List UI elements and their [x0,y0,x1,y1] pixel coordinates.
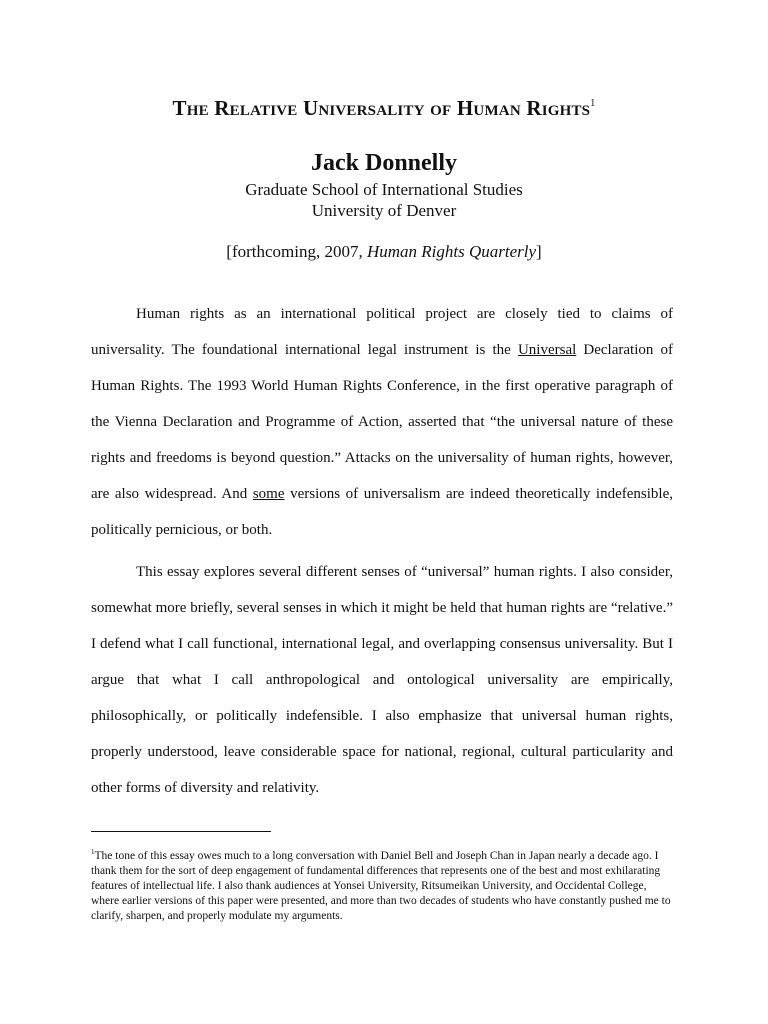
affiliation-line-1: Graduate School of International Studies [245,180,523,199]
title-word-of: OF [430,103,452,119]
footnote-text: The tone of this essay owes much to a long conversation with Daniel Bell and Joseph Chan in Japan nearly a decade ago. I thank them for the sort of deep engagement of fundamental differences that represents one of the best and most exhilarating features of intellectual life. I also thank audiences at Yonsei University, Ritsumeikan University, and Occidental College, where earlier versions of this paper were presented, and more than two decades of students who have constantly pushed me to clarify, sharpen, and properly modulate my arguments. [91,850,671,922]
title-initial-universality: U [302,96,319,120]
author-name: Jack Donnelly [310,150,457,176]
title-initial-human: H [456,96,474,120]
publication-suffix: ] [536,242,542,261]
paragraph-2-text: This essay explores several different senses of “universal” human rights. I also consider, somewhat more briefly, several senses in which it might be held that human rights are “relative.” I defend what I call functional, international legal, and overlapping consensus universality. But I argue that what I call anthropological and ontological universality are empirically, philosophically, or politically indefensible. I also emphasize that universal human rights, properly understood, leave considerable space for national, regional, cultural particularity and other forms of diversity and relativity. [91,564,673,796]
title-initial-rights: R [526,96,542,120]
title-initial-the: T [172,96,187,120]
title-initial-relative: R [214,96,230,120]
affiliation-line-2: University of Denver [311,201,457,220]
footnote-divider [91,831,271,832]
paragraph-1-text-c: versions of universalism are indeed theoretically indefensible, politically pernicious, or both. [91,486,673,538]
title-footnote-marker: 1 [590,98,596,109]
publication-note [0,242,768,262]
title-word-human: UMAN [473,103,521,119]
underlined-some: some [252,486,285,502]
footnote-marker: 1 [91,848,95,856]
paragraph-1-text-a: Human rights as an international political project are closely tied to claims of universality. The foundational international legal instrument is the [91,306,673,358]
paragraph-1-text-b: Declaration of Human Rights. The 1993 World Human Rights Conference, in the first operative paragraph of the Vienna Declaration and Programme of Action, asserted that “the universal nature of these rights and freedoms is beyond question.” Attacks on the universality of human rights, however, are also widespread. And [91,342,673,502]
title-word-universality: NIVERSALITY [318,103,425,119]
paragraph-2 [91,554,673,806]
title-word-relative: ELATIVE [229,103,298,119]
journal-name: Human Rights Quarterly [366,242,537,261]
paragraph-1 [91,296,673,548]
publication-prefix: [forthcoming, 2007, [226,242,367,261]
paper-title [0,96,768,121]
title-word-the: HE [186,103,209,119]
underlined-universal: Universal [517,342,577,358]
footnote [91,845,673,924]
title-word-rights: IGHTS [541,103,591,119]
